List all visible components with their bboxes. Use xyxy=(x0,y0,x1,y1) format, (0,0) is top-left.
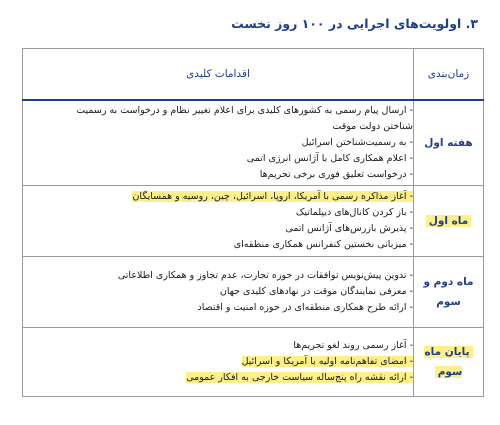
list-item xyxy=(23,338,413,354)
list-item xyxy=(23,354,413,370)
list-item xyxy=(23,103,413,119)
timeframe-label: پایان ماه سوم xyxy=(424,346,472,378)
actions-list xyxy=(23,189,413,253)
timeframe-cell xyxy=(414,100,484,186)
timeframe-label: ماه اول xyxy=(426,215,472,227)
list-item xyxy=(23,300,413,316)
timeframe-cell xyxy=(414,328,484,397)
bullet-dash: - xyxy=(406,239,413,250)
bullet-dash: - xyxy=(406,105,413,116)
highlighted-text xyxy=(186,372,413,383)
timeframe-cell xyxy=(414,186,484,257)
bullet-dash: - xyxy=(406,286,413,297)
bullet-dash: - xyxy=(406,340,413,351)
actions-cell xyxy=(23,257,414,328)
section-heading: ۳. اولویت‌های اجرایی در ۱۰۰ روز نخست xyxy=(231,16,478,31)
table-row xyxy=(23,328,484,397)
list-item xyxy=(23,119,413,135)
actions-cell xyxy=(23,328,414,397)
list-item-text: ارائه نقشه راه پنج‌ساله سیاست خارجی به افکار عمومی xyxy=(186,372,407,383)
list-item-text: معرفی نمایندگان موقت در نهادهای کلیدی جهان xyxy=(219,286,407,297)
header-key-actions: اقدامات کلیدی xyxy=(23,49,414,101)
actions-cell xyxy=(23,186,414,257)
list-item-text: ارسال پیام رسمی به کشورهای کلیدی برای اعلام تغییر نظام و درخواست به رسمیت xyxy=(76,105,407,116)
list-item-text: درخواست تعلیق فوری برخی تحریم‌ها xyxy=(259,169,407,180)
list-item xyxy=(23,237,413,253)
actions-list xyxy=(23,268,413,316)
list-item-text: میزبانی نخستین کنفرانس همکاری منطقه‌ای xyxy=(233,239,407,250)
bullet-dash: - xyxy=(406,191,413,202)
list-item xyxy=(23,205,413,221)
actions-list xyxy=(23,338,413,386)
timeframe-label: هفته اول xyxy=(424,137,473,149)
bullet-dash: - xyxy=(406,302,413,313)
highlighted-text xyxy=(132,191,413,202)
header-timeframe: زمان‌بندی xyxy=(414,49,484,101)
table-row xyxy=(23,186,484,257)
list-item-text: ارائه طرح همکاری منطقه‌ای در حوزه امنیت و اقتصاد xyxy=(197,302,407,313)
list-item-text: به رسمیت‌شناختن اسرائیل xyxy=(301,137,407,148)
bullet-dash: - xyxy=(406,153,413,164)
list-item-text: باز کردن کانال‌های دیپلماتیک xyxy=(295,207,407,218)
list-item-text: آغاز مذاکره رسمی با آمریکا، اروپا، اسرائیل، چین، روسیه و همسایگان xyxy=(132,191,407,202)
highlighted-text xyxy=(242,356,413,367)
list-item xyxy=(23,221,413,237)
list-item xyxy=(23,284,413,300)
actions-cell xyxy=(23,100,414,186)
list-item-text: پذیرش بازرس‌های آژانس اتمی xyxy=(285,223,407,234)
table-row xyxy=(23,257,484,328)
list-item xyxy=(23,268,413,284)
list-item xyxy=(23,167,413,183)
timeframe-label: ماه دوم و سوم xyxy=(423,276,474,308)
bullet-dash: - xyxy=(406,372,413,383)
list-item-text: آغاز رسمی روند لغو تحریم‌ها xyxy=(293,340,407,351)
priorities-table xyxy=(22,48,484,397)
list-item xyxy=(23,151,413,167)
bullet-dash: - xyxy=(406,169,413,180)
bullet-dash: - xyxy=(406,356,413,367)
bullet-dash: - xyxy=(406,270,413,281)
bullet-dash: - xyxy=(406,223,413,234)
list-item-text: تدوین پیش‌نویس توافقات در حوزه تجارت، عدم تجاوز و همکاری اطلاعاتی xyxy=(117,270,407,281)
actions-list xyxy=(23,103,413,183)
table-header-row xyxy=(23,49,484,101)
bullet-dash: - xyxy=(406,207,413,218)
list-item-text: اعلام همکاری کامل با آژانس انرژی اتمی xyxy=(246,153,407,164)
list-item xyxy=(23,135,413,151)
table-row xyxy=(23,100,484,186)
list-item-text: امضای تفاهم‌نامه اولیه با آمریکا و اسرائیل xyxy=(241,356,407,367)
list-item-text: شناختن دولت موقت xyxy=(332,121,413,132)
list-item xyxy=(23,189,413,205)
list-item xyxy=(23,370,413,386)
bullet-dash: - xyxy=(406,137,413,148)
timeframe-cell xyxy=(414,257,484,328)
